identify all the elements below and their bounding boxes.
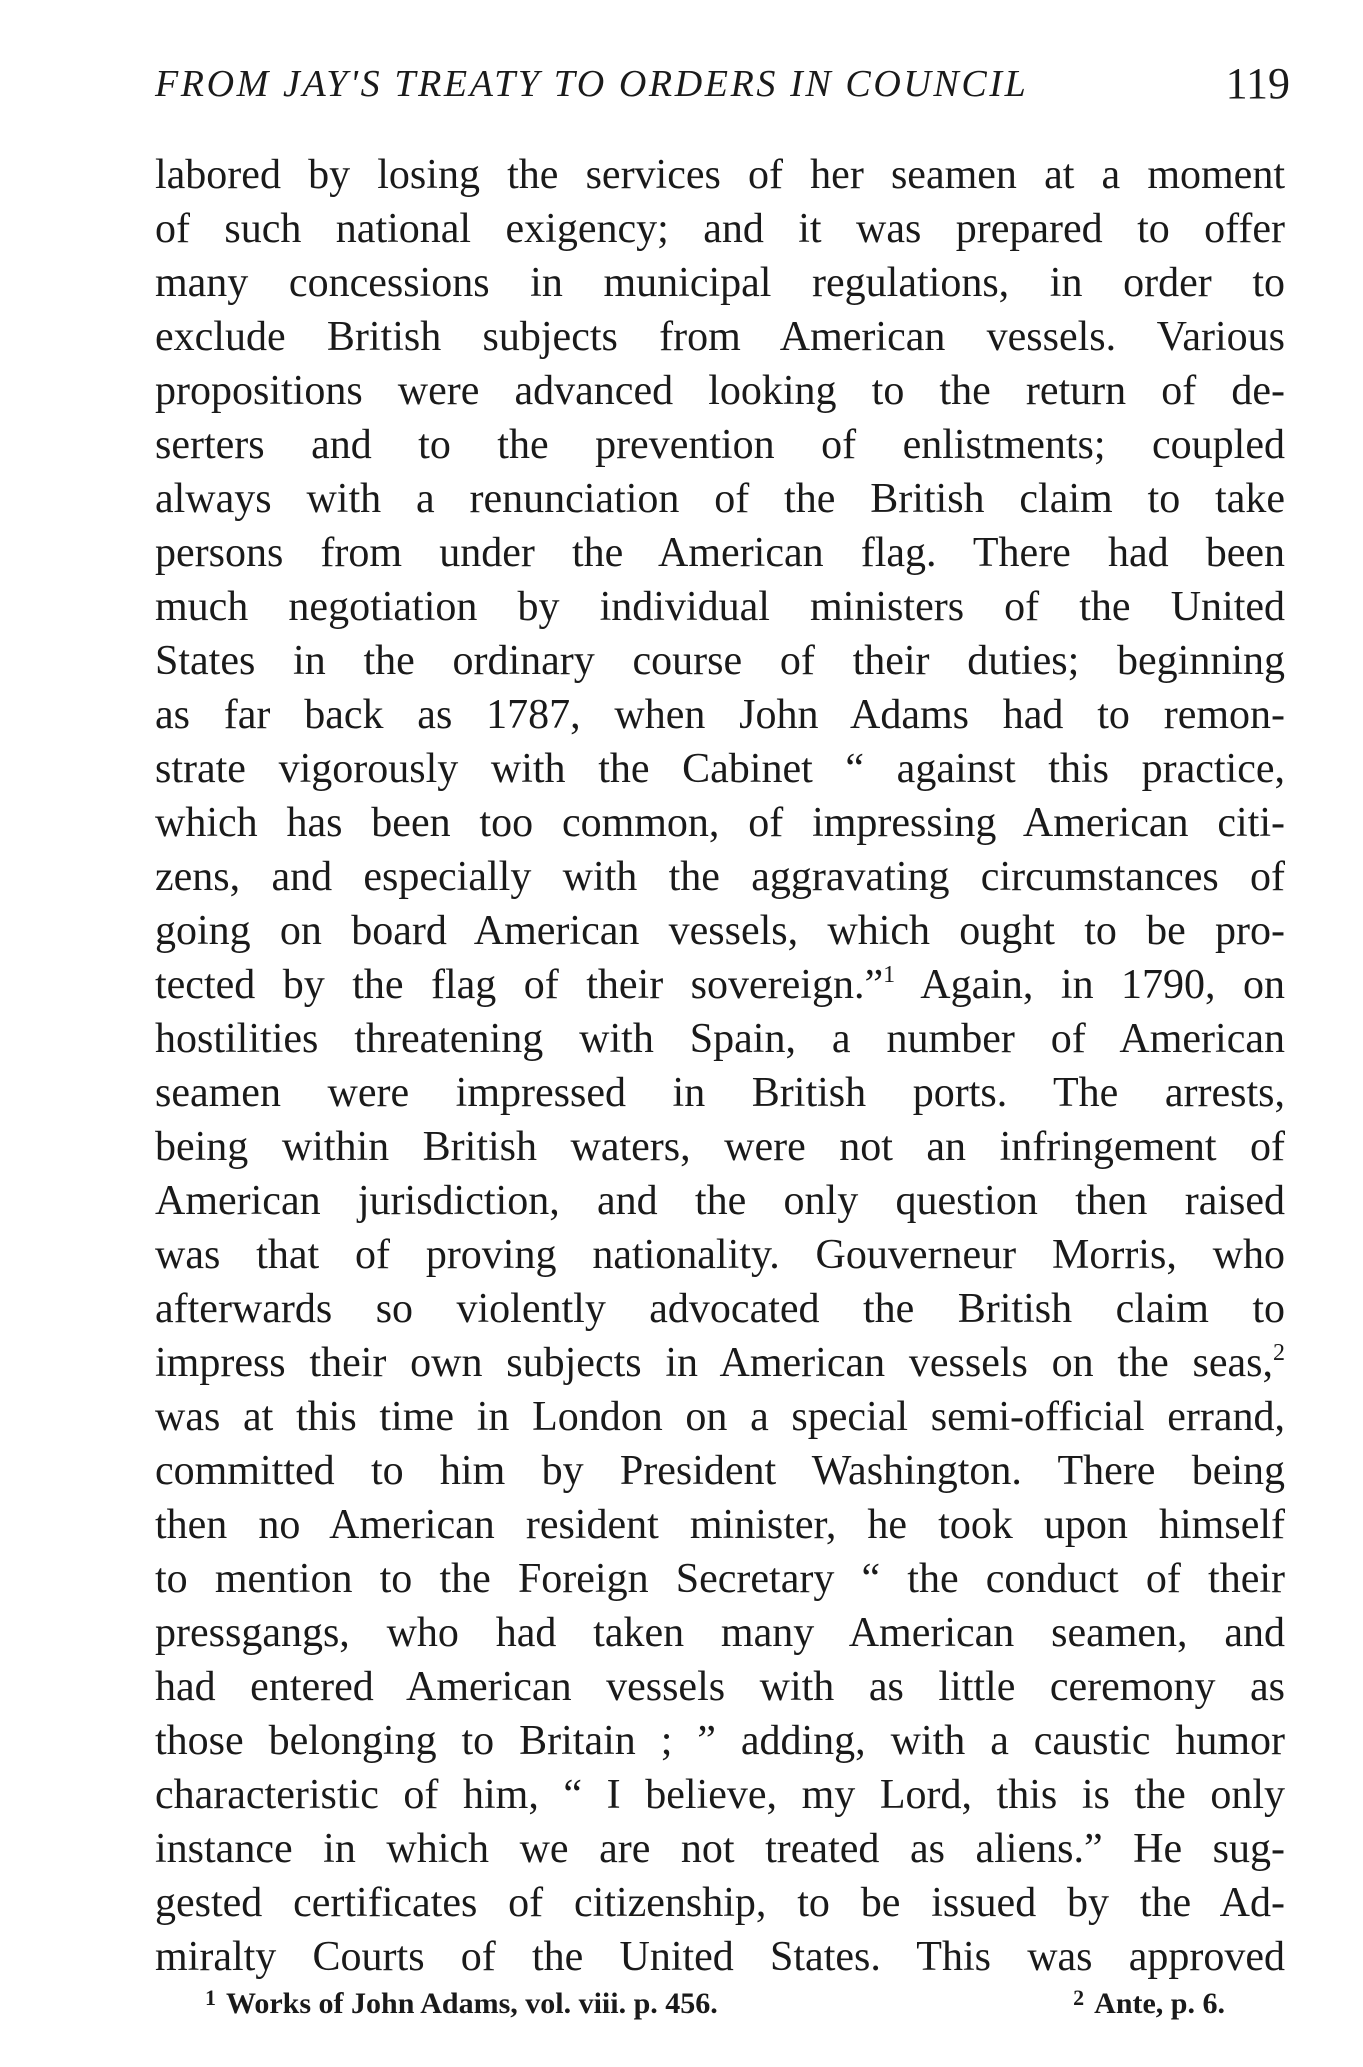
text-line: persons from under the American flag. There had been [155, 530, 1285, 576]
text-line: States in the ordinary course of their duties; beginning [155, 638, 1285, 684]
footnote-1 [205, 1985, 718, 2021]
text-line: was at this time in London on a special semi-official errand, [155, 1394, 1285, 1440]
text-line: propositions were advanced looking to the return of de- [155, 368, 1285, 414]
text-line: instance in which we are not treated as aliens.” He sug- [155, 1826, 1285, 1872]
text-line: miralty Courts of the United States. This was approved [155, 1934, 1285, 1980]
text-line: had entered American vessels with as little ceremony as [155, 1664, 1285, 1710]
body-text [155, 148, 1285, 1984]
text-line: of such national exigency; and it was prepared to offer [155, 206, 1285, 252]
text-line: committed to him by President Washington. There being [155, 1448, 1285, 1494]
text-line: exclude British subjects from American vessels. Various [155, 314, 1285, 360]
running-head [155, 54, 1290, 114]
text-line-with-footnote-ref [155, 958, 1285, 1012]
text-line: as far back as 1787, when John Adams had to remon- [155, 692, 1285, 738]
text-line: was that of proving nationality. Gouverneur Morris, who [155, 1232, 1285, 1278]
page-number: 119 [1225, 59, 1290, 108]
text-line-with-footnote-ref [155, 1336, 1285, 1390]
text-line: to mention to the Foreign Secretary “ the conduct of their [155, 1556, 1285, 1602]
text-line: going on board American vessels, which ought to be pro- [155, 908, 1285, 954]
text-line: those belonging to Britain ; ” adding, with a caustic humor [155, 1718, 1285, 1764]
footnote-2 [1073, 1985, 1225, 2021]
text-line: zens, and especially with the aggravating circumstances of [155, 854, 1285, 900]
text-line: serters and to the prevention of enlistments; coupled [155, 422, 1285, 468]
text-line: being within British waters, were not an infringement of [155, 1124, 1285, 1170]
text-line: pressgangs, who had taken many American seamen, and [155, 1610, 1285, 1656]
running-title: FROM JAY'S TREATY TO ORDERS IN COUNCIL [155, 63, 1029, 105]
text-line: much negotiation by individual ministers of the United [155, 584, 1285, 630]
text-line: seamen were impressed in British ports. The arrests, [155, 1070, 1285, 1116]
text-line: strate vigorously with the Cabinet “ against this practice, [155, 746, 1285, 792]
footnote-marker: 2 [1073, 1985, 1085, 2010]
text-line: afterwards so violently advocated the British claim to [155, 1286, 1285, 1332]
text-segment: impress their own subjects in American vessels on the seas, [155, 1340, 1273, 1386]
text-segment: Again, in 1790, on [920, 962, 1286, 1008]
text-line: gested certificates of citizenship, to be issued by the Ad- [155, 1880, 1285, 1926]
text-line: labored by losing the services of her seamen at a moment [155, 152, 1285, 198]
text-line: many concessions in municipal regulations, in order to [155, 260, 1285, 306]
footnote-text: Ante, p. 6. [1094, 1987, 1225, 2020]
text-line: then no American resident minister, he took upon himself [155, 1502, 1285, 1548]
text-line: hostilities threatening with Spain, a number of American [155, 1016, 1285, 1062]
footnote-ref-1: 1 [883, 962, 896, 988]
footnotes [205, 1985, 1225, 2031]
footnote-ref-2: 2 [1273, 1340, 1285, 1366]
text-segment: tected by the flag of their sovereign.” [155, 962, 884, 1008]
text-line: American jurisdiction, and the only question then raised [155, 1178, 1285, 1224]
footnote-text: Works of John Adams, vol. viii. p. 456. [226, 1987, 718, 2020]
text-line: always with a renunciation of the British claim to take [155, 476, 1285, 522]
text-line: characteristic of him, “ I believe, my Lord, this is the only [155, 1772, 1285, 1818]
footnote-marker: 1 [205, 1985, 216, 2010]
text-line: which has been too common, of impressing American citi- [155, 800, 1285, 846]
